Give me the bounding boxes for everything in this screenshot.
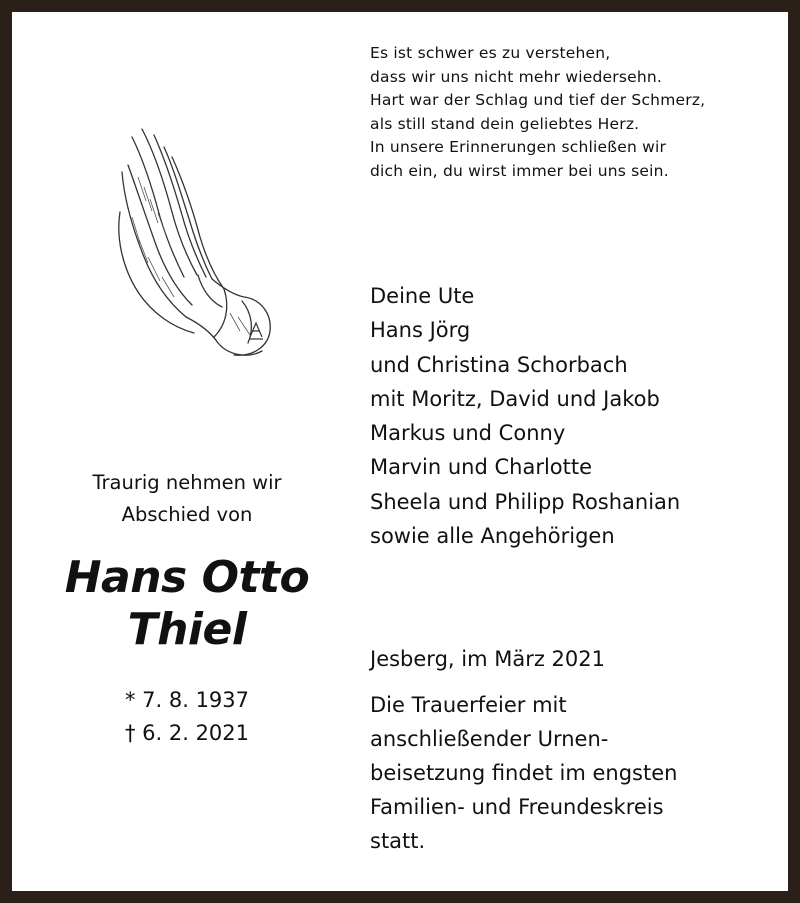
intro-line: Traurig nehmen wir bbox=[92, 471, 282, 494]
intro-line: Abschied von bbox=[121, 503, 253, 526]
deceased-name-line: Thiel bbox=[127, 604, 247, 655]
notice-line: statt. bbox=[370, 829, 426, 853]
life-dates bbox=[12, 684, 362, 750]
family-line: Markus und Conny bbox=[370, 421, 566, 446]
obituary-card bbox=[12, 12, 788, 891]
poem-line: dich ein, du wirst immer bei uns sein. bbox=[370, 161, 669, 180]
poem-line: als still stand dein geliebtes Herz. bbox=[370, 114, 640, 133]
notice-line: Familien- und Freundeskreis bbox=[370, 795, 664, 819]
family-line: mit Moritz, David und Jakob bbox=[370, 386, 660, 411]
birth-date: * 7. 8. 1937 bbox=[124, 688, 250, 712]
funeral-notice bbox=[370, 688, 780, 858]
poem-line: In unsere Erinnerungen schließen wir bbox=[370, 138, 667, 156]
place-date: Jesberg, im März 2021 bbox=[370, 647, 605, 671]
deceased-name bbox=[12, 552, 362, 656]
notice-line: anschließender Urnen- bbox=[370, 727, 609, 751]
poem bbox=[370, 42, 780, 183]
intro-text bbox=[12, 467, 362, 531]
praying-hands-icon bbox=[102, 117, 282, 362]
notice-line: beisetzung findet im engsten bbox=[370, 761, 678, 785]
family-line: Sheela und Philipp Roshanian bbox=[370, 489, 681, 514]
deceased-name-line: Hans Otto bbox=[64, 552, 310, 603]
family-line: Marvin und Charlotte bbox=[370, 455, 593, 480]
poem-line: Es ist schwer es zu verstehen, bbox=[370, 44, 611, 62]
poem-line: dass wir uns nicht mehr wiedersehn. bbox=[370, 67, 663, 86]
poem-line: Hart war der Schlag und tief der Schmerz, bbox=[370, 91, 706, 109]
notice-line: Die Trauerfeier mit bbox=[370, 693, 567, 717]
death-date: † 6. 2. 2021 bbox=[124, 721, 250, 745]
family-list bbox=[370, 279, 780, 553]
family-line: und Christina Schorbach bbox=[370, 352, 628, 377]
family-line: Deine Ute bbox=[370, 284, 475, 308]
family-line: sowie alle Angehörigen bbox=[370, 524, 615, 549]
family-line: Hans Jörg bbox=[370, 318, 471, 343]
